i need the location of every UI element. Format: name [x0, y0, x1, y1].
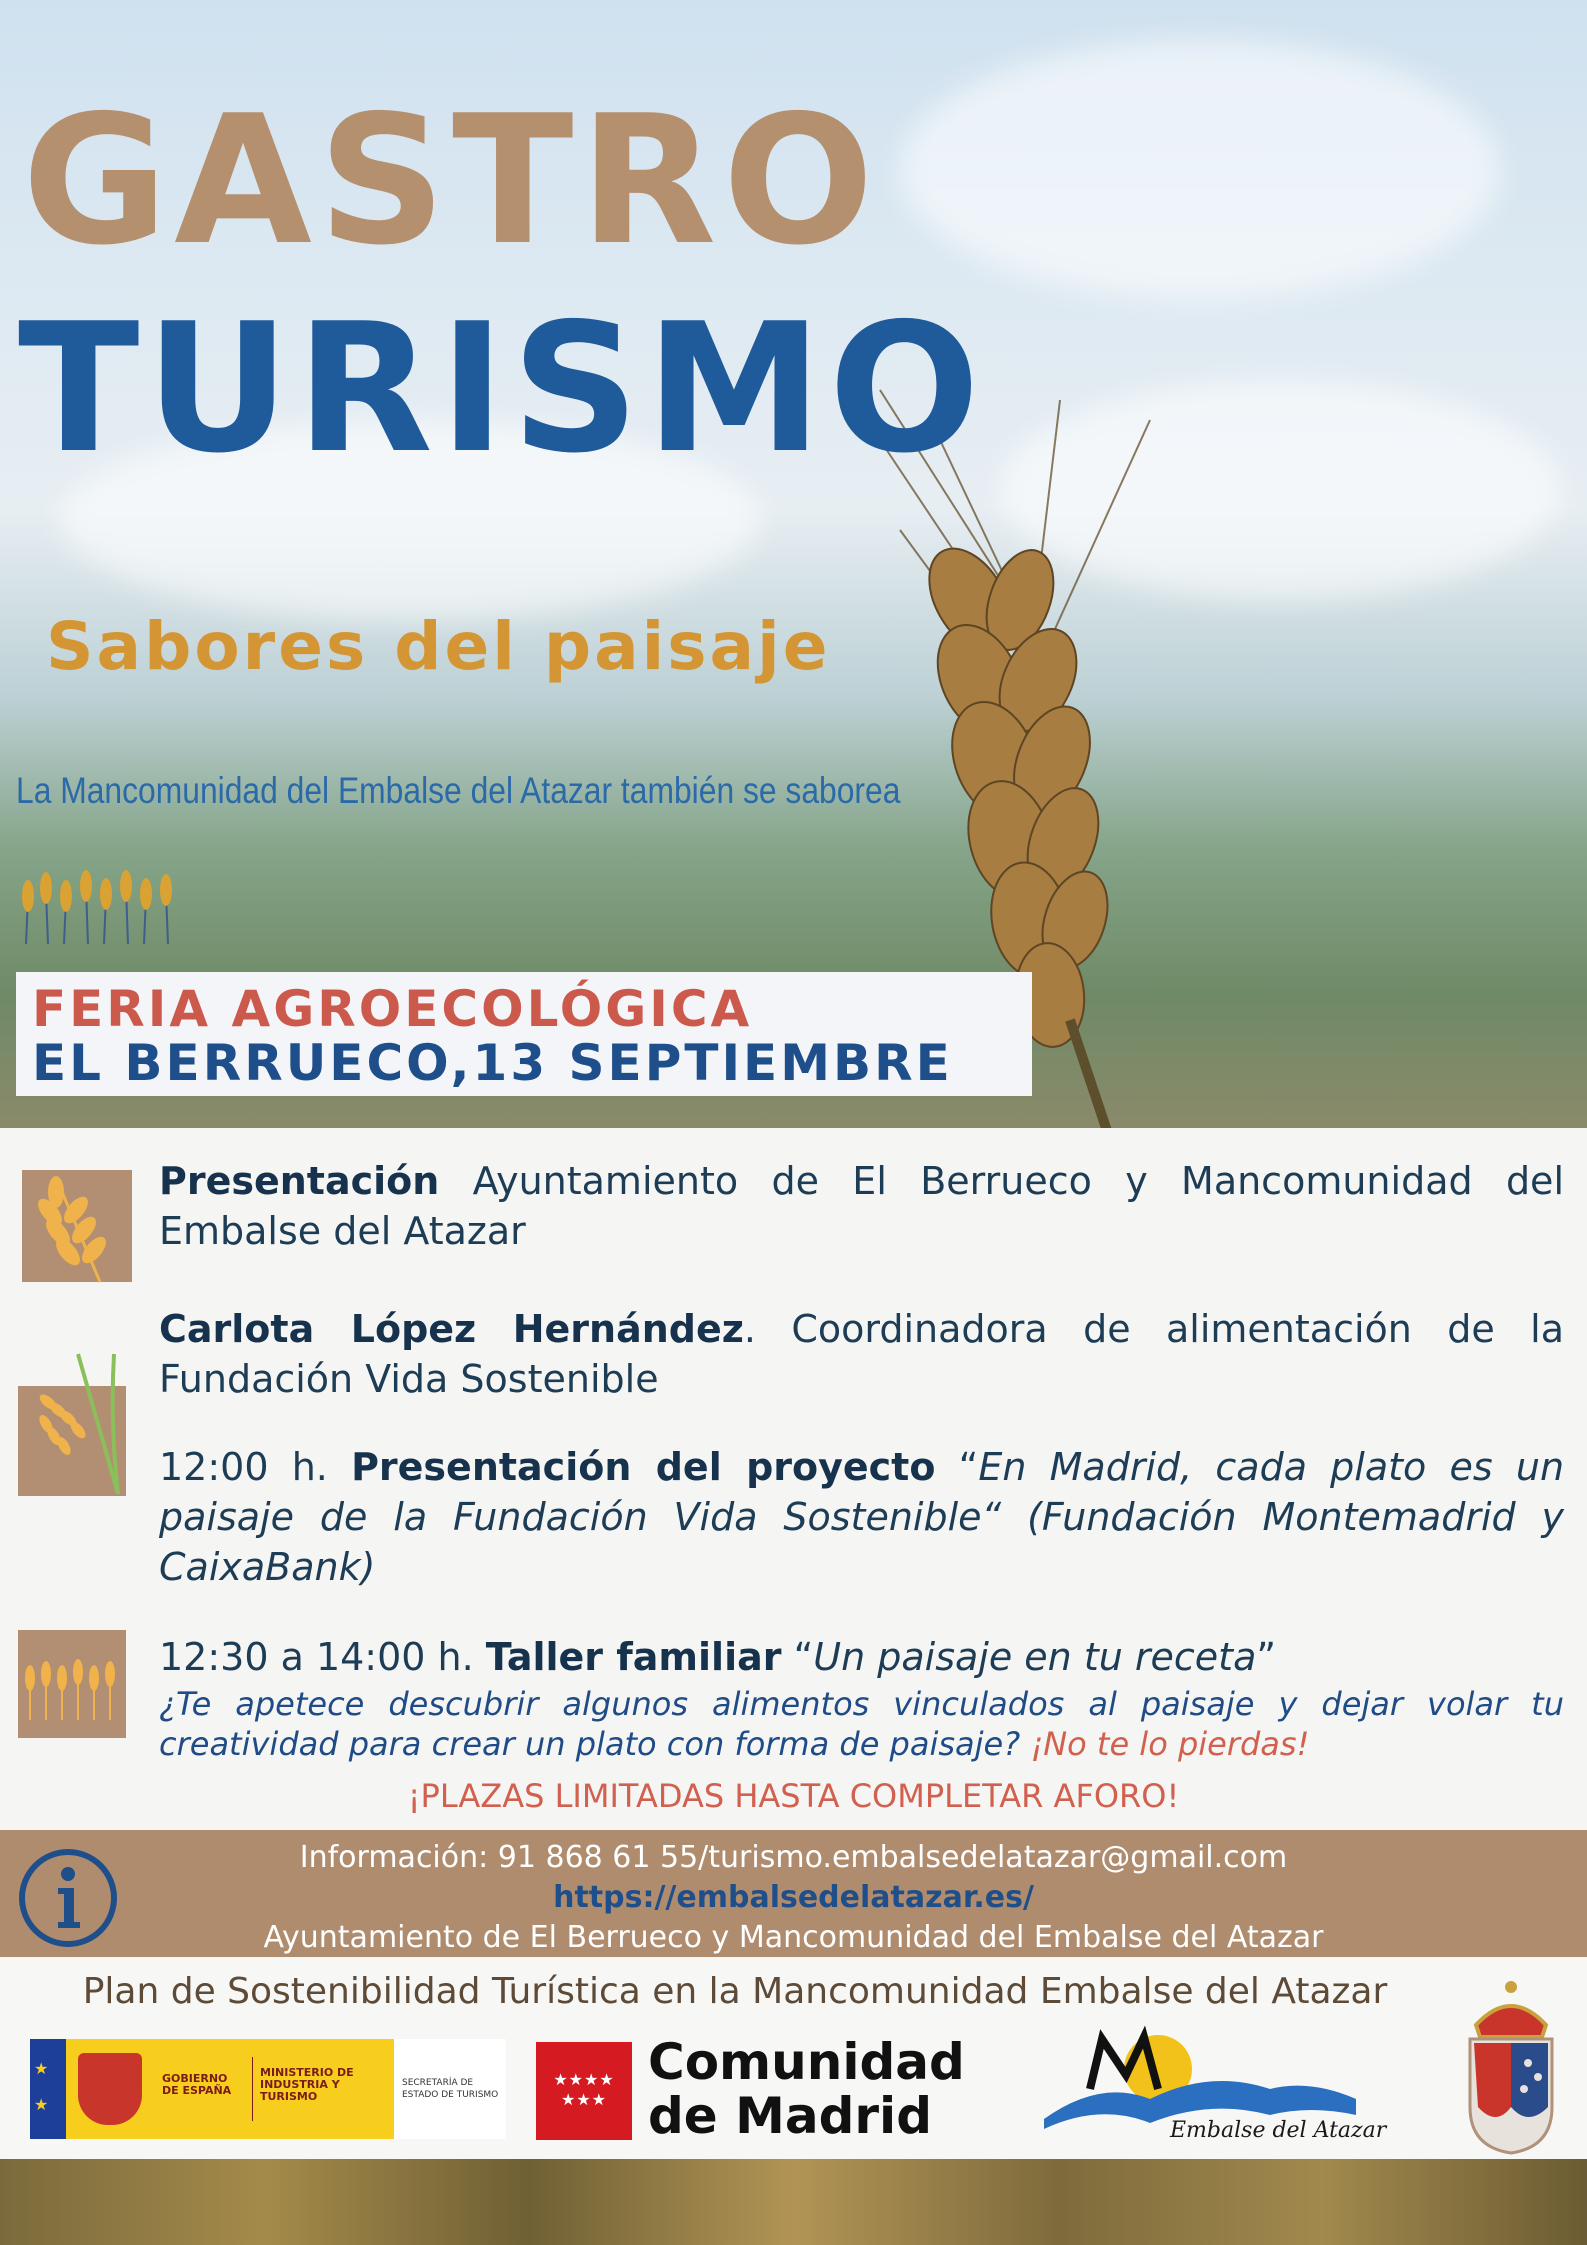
rice-plant-icon	[18, 1386, 126, 1496]
organizers: Ayuntamiento de El Berrueco y Mancomunidad del Embalse del Atazar	[263, 1920, 1324, 1955]
svg-text:Embalse del Atazar: Embalse del Atazar	[1170, 2118, 1387, 2143]
eu-stars-icon: ★	[34, 2059, 49, 2078]
wheat-leaf-icon	[22, 1170, 132, 1282]
website-link[interactable]: https://embalsedelatazar.es/	[553, 1880, 1034, 1915]
cloud	[900, 40, 1500, 300]
workshop-cta: ¡No te lo pierdas!	[1030, 1725, 1310, 1763]
event-title: FERIA AGROECOLÓGICA	[32, 980, 753, 1038]
program-item-project: 12:00 h. Presentación del proyecto “En Madrid, cada plato es un paisaje de la Fundación Vida Sostenible“ (Fundación Montemadrid y CaixaBank)	[159, 1445, 1565, 1589]
event-banner	[16, 972, 1032, 1096]
comunidad-madrid-flag: ★★★★ ★★★	[536, 2042, 632, 2140]
embalse-atazar-logo	[1040, 2019, 1387, 2149]
sponsors-footer	[0, 1957, 1587, 2159]
workshop-description: ¿Te apetece descubrir algunos alimentos vinculados al paisaje y dejar volar tu creatividad para crear un plato con forma de paisaje? ¡No te lo pierdas!	[159, 1685, 1564, 1763]
title-turismo: TURISMO	[18, 285, 986, 492]
eu-stars-icon: ★	[34, 2095, 49, 2114]
comunidad-madrid-logo: Comunidad de Madrid	[648, 2033, 965, 2145]
event-date-location: EL BERRUECO,13 SEPTIEMBRE	[32, 1034, 953, 1092]
gobierno-espana-logo	[30, 2039, 506, 2139]
eu-flag-strip	[30, 2039, 66, 2139]
subtitle: Sabores del paisaje	[46, 608, 831, 685]
program-section	[0, 1128, 1587, 1830]
gobierno-label: GOBIERNO DE ESPAÑA	[162, 2072, 232, 2097]
program-item-speaker: Carlota López Hernández. Coordinadora de alimentación de la Fundación Vida Sostenible	[159, 1307, 1565, 1401]
tagline: La Mancomunidad del Embalse del Atazar también se saborea	[16, 770, 901, 811]
program-item-workshop: 12:30 a 14:00 h. Taller familiar “Un paisaje en tu receta”	[159, 1635, 1277, 1679]
el-berrueco-coat-of-arms	[1456, 1977, 1566, 2157]
wheat-field-strip	[0, 2159, 1587, 2245]
ministerio-label: MINISTERIO DE INDUSTRIA Y TURISMO	[260, 2066, 354, 2103]
info-bar	[0, 1830, 1587, 1957]
title-gastro: GASTRO	[22, 77, 880, 284]
program-item-presentation: Presentación Ayuntamiento de El Berrueco y Mancomunidad del Embalse del Atazar	[159, 1159, 1564, 1253]
secretaria-label: SECRETARÍA DE ESTADO DE TURISMO	[402, 2078, 499, 2100]
coat-of-arms-icon	[78, 2053, 142, 2125]
sustainability-plan: Plan de Sostenibilidad Turística en la Mancomunidad Embalse del Atazar	[82, 1971, 1388, 2012]
wheat-row-icon	[18, 868, 180, 944]
contact-info: Información: 91 868 61 55/turismo.embalsedelatazar@gmail.com	[299, 1840, 1288, 1875]
wheat-row-icon	[18, 1630, 126, 1738]
limited-places-notice: ¡PLAZAS LIMITADAS HASTA COMPLETAR AFORO!	[407, 1777, 1180, 1815]
